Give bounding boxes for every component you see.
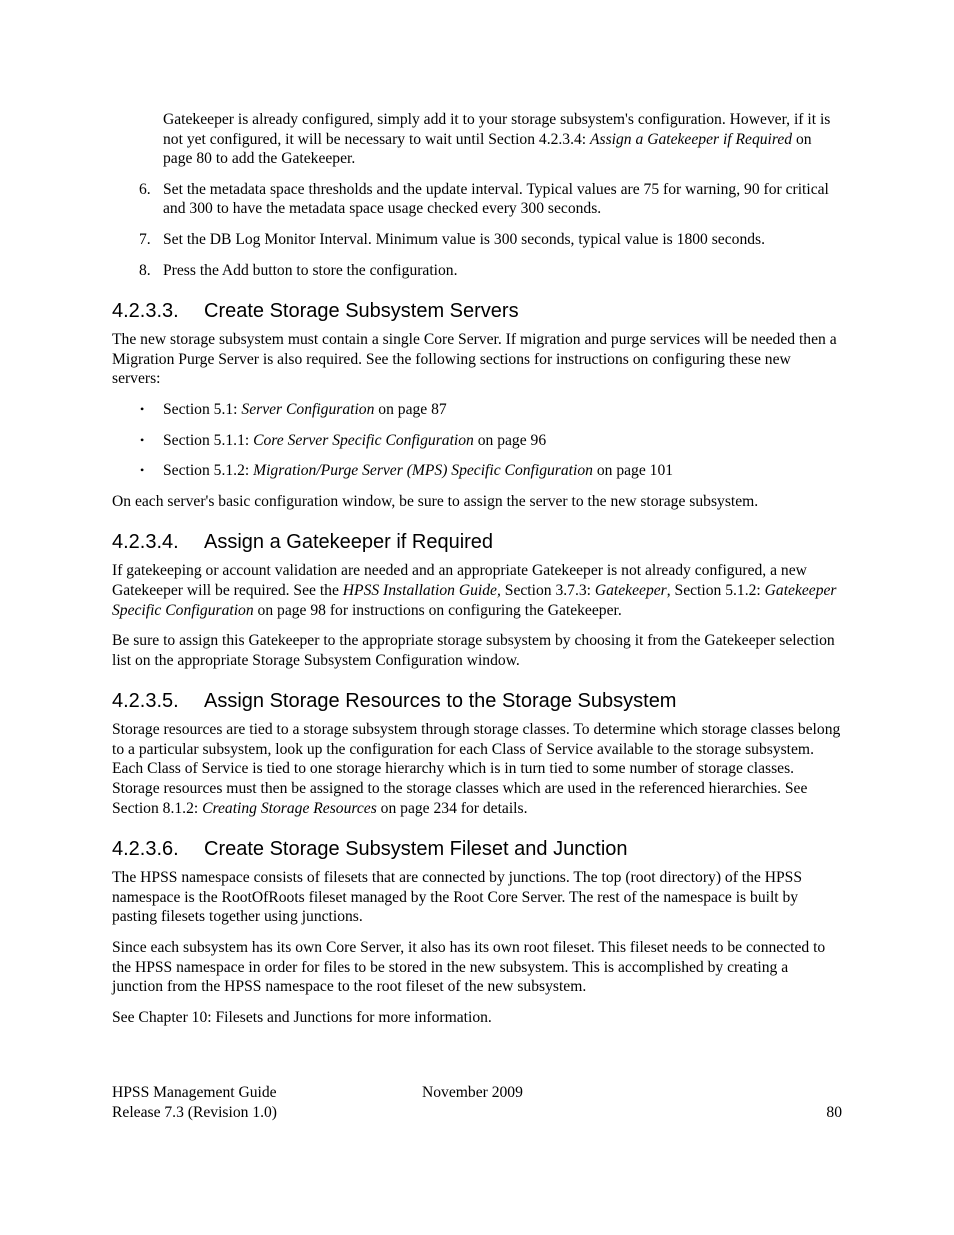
footer-date: November 2009: [422, 1084, 523, 1101]
step-item: 6. Set the metadata space thresholds and the update interval. Typical values are 75 for warning, 90 for critical and 300 to have the metadata space usage checked every 300 seconds.: [139, 180, 829, 218]
document-body: [112, 110, 842, 1027]
paragraph: Be sure to assign this Gatekeeper to the appropriate storage subsystem by choosing it from the Gatekeeper selection list on the appropriate Storage Subsystem Configuration window.: [112, 632, 835, 669]
section-heading-4-2-3-5: 4.2.3.5. Assign Storage Resources to the Storage Subsystem: [112, 690, 677, 713]
paragraph: The HPSS namespace consists of filesets that are connected by junctions. The top (root directory) of the HPSS namespace is the RootOfRoots fileset managed by the Root Core Server. The rest of the namespace is built by pasting filesets together using junctions.: [112, 869, 803, 926]
section-ref: Assign a Gatekeeper if Required: [590, 130, 793, 148]
step-item: 8. Press the Add button to store the configuration.: [139, 261, 458, 279]
section-ref: Migration/Purge Server (MPS) Specific Configuration: [253, 462, 593, 480]
doc-ref: HPSS Installation Guide,: [342, 581, 501, 599]
step-item: 7. Set the DB Log Monitor Interval. Minimum value is 300 seconds, typical value is 1800 seconds.: [139, 230, 766, 248]
section-heading-4-2-3-4: 4.2.3.4. Assign a Gatekeeper if Required: [112, 531, 494, 554]
section-ref: Gatekeeper Specific Configuration: [112, 581, 837, 619]
bullet-item: • Section 5.1.2: Migration/Purge Server (MPS) Specific Configuration on page 101: [140, 462, 674, 480]
page-footer: [112, 1083, 842, 1123]
section-ref: Creating Storage Resources: [202, 799, 377, 817]
paragraph: If gatekeeping or account validation are needed and an appropriate Gatekeeper is not already configured, a new Gatekeeper will be required. See the HPSS Installation Guide, Section 3.7.3: Gatekeeper, Section 5.1.2: Gatekeeper Specific Configuration on page 98 for instructions on configuring the Gatekeeper.: [112, 562, 837, 619]
page-number: 80: [826, 1104, 842, 1121]
section-ref: Server Configuration: [241, 400, 375, 418]
section-ref: Gatekeeper: [594, 581, 667, 599]
bullet-item: • Section 5.1.1: Core Server Specific Configuration on page 96: [140, 431, 547, 449]
paragraph: On each server's basic configuration window, be sure to assign the server to the new storage subsystem.: [112, 492, 759, 510]
paragraph: The new storage subsystem must contain a single Core Server. If migration and purge services will be needed then a Migration Purge Server is also required. See the following sections for instructions on configuring these new servers:: [112, 331, 837, 388]
paragraph: Storage resources are tied to a storage subsystem through storage classes. To determine which storage classes belong to a particular subsystem, look up the configuration for each Class of Service available to the storage subsystem. Each Class of Service is tied to one storage hierarchy which is in turn tied to some number of storage classes. Storage resources must then be assigned to the storage classes which are used in the referenced hierarchies. See Section 8.1.2: Creating Storage Resources on page 234 for details.: [112, 721, 841, 817]
section-ref: Core Server Specific Configuration: [253, 431, 474, 449]
footer-guide-title: HPSS Management Guide: [112, 1084, 277, 1101]
continued-step-text: Gatekeeper is already configured, simply add it to your storage subsystem's configuration. However, if it is not yet configured, it will be necessary to wait until Section 4.2.3.4: Assign a Gatekeeper if Required on page 80 to add the Gatekeeper.: [163, 111, 831, 168]
paragraph: See Chapter 10: Filesets and Junctions for more information.: [112, 1008, 492, 1026]
section-heading-4-2-3-6: 4.2.3.6. Create Storage Subsystem Fileset and Junction: [112, 838, 628, 861]
footer-release: Release 7.3 (Revision 1.0): [112, 1104, 277, 1121]
bullet-item: • Section 5.1: Server Configuration on page 87: [140, 400, 447, 418]
section-heading-4-2-3-3: 4.2.3.3. Create Storage Subsystem Servers: [112, 300, 519, 323]
paragraph: Since each subsystem has its own Core Server, it also has its own root fileset. This fileset needs to be connected to the HPSS namespace in order for files to be stored in the new subsystem. This is accomplished by creating a junction from the HPSS namespace to the root fileset of the new subsystem.: [112, 939, 826, 996]
